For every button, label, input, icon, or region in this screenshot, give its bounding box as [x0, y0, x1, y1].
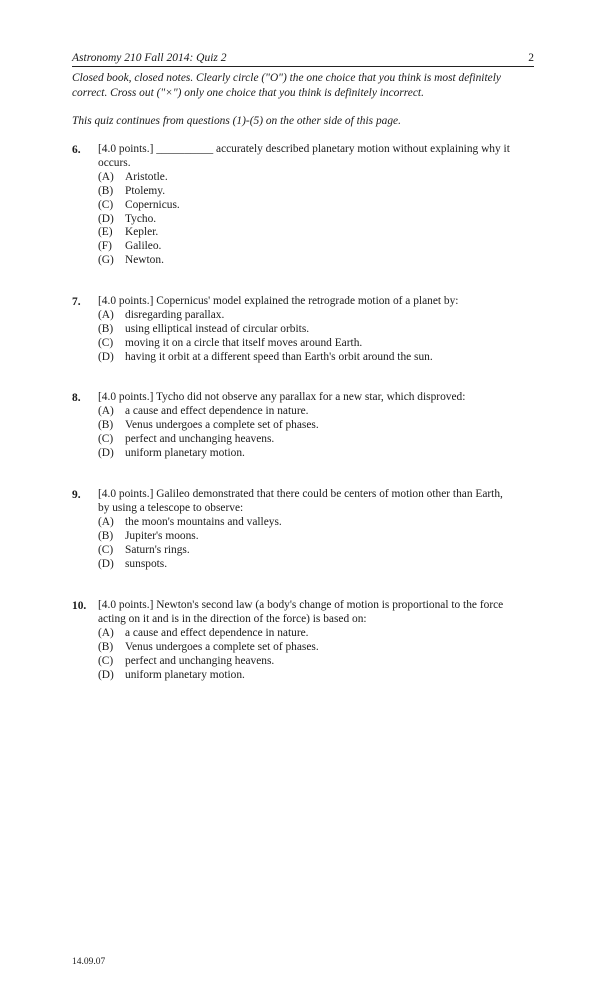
option-text: Saturn's rings.	[125, 543, 190, 556]
question-stem	[98, 391, 542, 405]
answer-options	[98, 309, 542, 365]
option-text: perfect and unchanging heavens.	[125, 654, 275, 667]
question-stem-line: [4.0 points.] Galileo demonstrated that there could be centers of motion other than Earth,	[98, 488, 503, 500]
option-letter: (A)	[98, 170, 114, 183]
document-title: Astronomy 210 Fall 2014: Quiz 2	[72, 52, 227, 64]
option-letter: (G)	[98, 254, 114, 267]
answer-option[interactable]	[98, 419, 542, 433]
option-letter: (B)	[98, 322, 114, 335]
answer-option[interactable]	[98, 309, 542, 323]
option-letter: (C)	[98, 654, 114, 667]
option-letter: (C)	[98, 543, 114, 556]
option-text: sunspots.	[125, 557, 168, 570]
option-letter: (B)	[98, 418, 114, 431]
option-letter: (D)	[98, 668, 114, 681]
answer-options	[98, 516, 542, 572]
question-stem-line: occurs.	[98, 156, 131, 169]
option-text: a cause and effect dependence in nature.	[125, 404, 309, 417]
option-text: the moon's mountains and valleys.	[125, 515, 282, 528]
answer-option[interactable]	[98, 530, 542, 544]
instructions	[72, 71, 542, 101]
answer-option[interactable]	[98, 185, 542, 199]
question-stem	[98, 143, 542, 171]
option-letter: (D)	[98, 350, 114, 363]
answer-option[interactable]	[98, 213, 542, 227]
option-text: Ptolemy.	[125, 184, 166, 197]
answer-option[interactable]	[98, 558, 542, 572]
answer-option[interactable]	[98, 669, 542, 683]
instructions-line: Closed book, closed notes. Clearly circle ("O") the one choice that you think is most definitely	[72, 72, 501, 84]
answer-option[interactable]	[98, 655, 542, 669]
answer-option[interactable]	[98, 337, 542, 351]
question-stem-line: [4.0 points.] Tycho did not observe any parallax for a new star, which disproved:	[98, 391, 466, 403]
answer-option[interactable]	[98, 351, 542, 365]
answer-options	[98, 405, 542, 461]
option-text: Newton.	[125, 254, 164, 267]
answer-option[interactable]	[98, 447, 542, 461]
option-letter: (C)	[98, 432, 114, 445]
question-7	[72, 295, 542, 365]
option-text: Galileo.	[125, 240, 162, 253]
option-letter: (B)	[98, 529, 114, 542]
answer-option[interactable]	[98, 516, 542, 530]
answer-option[interactable]	[98, 240, 542, 254]
question-number: 10.	[72, 600, 87, 612]
option-text: disregarding parallax.	[125, 308, 225, 321]
answer-option[interactable]	[98, 323, 542, 337]
option-text: Copernicus.	[125, 198, 180, 211]
option-text: Venus undergoes a complete set of phases.	[125, 418, 319, 431]
answer-option[interactable]	[98, 627, 542, 641]
option-letter: (B)	[98, 184, 114, 197]
option-text: uniform planetary motion.	[125, 668, 245, 681]
question-stem-line: [4.0 points.] __________ accurately described planetary motion without explaining why it	[98, 143, 510, 155]
option-letter: (E)	[98, 226, 113, 239]
option-letter: (D)	[98, 446, 114, 459]
question-number: 7.	[72, 296, 81, 308]
answer-options	[98, 171, 542, 268]
answer-option[interactable]	[98, 405, 542, 419]
question-number: 9.	[72, 489, 81, 501]
option-letter: (B)	[98, 640, 114, 653]
option-text: uniform planetary motion.	[125, 446, 245, 459]
question-stem-line: [4.0 points.] Newton's second law (a body's change of motion is proportional to the force	[98, 599, 504, 611]
option-text: Kepler.	[125, 226, 159, 239]
question-stem	[98, 295, 542, 309]
option-text: using elliptical instead of circular orbits.	[125, 322, 310, 335]
question-6	[72, 143, 542, 268]
question-stem	[98, 488, 542, 516]
answer-option[interactable]	[98, 433, 542, 447]
option-text: having it orbit at a different speed than Earth's orbit around the sun.	[125, 350, 433, 363]
page-number: 2	[528, 52, 534, 64]
question-stem-line: [4.0 points.] Copernicus' model explained the retrograde motion of a planet by:	[98, 295, 459, 307]
question-10	[72, 599, 542, 682]
question-stem-line: acting on it and is in the direction of the force) is based on:	[98, 612, 367, 625]
option-text: perfect and unchanging heavens.	[125, 432, 275, 445]
option-letter: (A)	[98, 626, 114, 639]
option-text: Venus undergoes a complete set of phases.	[125, 640, 319, 653]
option-text: Jupiter's moons.	[125, 529, 199, 542]
question-stem	[98, 599, 542, 627]
option-letter: (C)	[98, 336, 114, 349]
answer-option[interactable]	[98, 171, 542, 185]
answer-option[interactable]	[98, 199, 542, 213]
option-letter: (D)	[98, 212, 114, 225]
answer-option[interactable]	[98, 254, 542, 268]
continues-note: This quiz continues from questions (1)-(5) on the other side of this page.	[72, 115, 401, 127]
question-9	[72, 488, 542, 571]
answer-option[interactable]	[98, 544, 542, 558]
option-letter: (A)	[98, 404, 114, 417]
instructions-line: correct. Cross out ("×") only one choice that you think is definitely incorrect.	[72, 87, 424, 99]
question-8	[72, 391, 542, 461]
option-text: a cause and effect dependence in nature.	[125, 626, 309, 639]
page-header	[72, 51, 534, 67]
footer-date-code: 14.09.07	[72, 957, 106, 967]
option-letter: (A)	[98, 515, 114, 528]
option-letter: (A)	[98, 308, 114, 321]
option-text: Tycho.	[125, 212, 157, 225]
answer-option[interactable]	[98, 641, 542, 655]
question-number: 8.	[72, 392, 81, 404]
option-letter: (F)	[98, 240, 112, 253]
answer-option[interactable]	[98, 226, 542, 240]
answer-options	[98, 627, 542, 683]
question-stem-line: by using a telescope to observe:	[98, 501, 244, 514]
option-letter: (C)	[98, 198, 114, 211]
option-text: moving it on a circle that itself moves around Earth.	[125, 336, 363, 349]
option-text: Aristotle.	[125, 170, 168, 183]
question-number: 6.	[72, 144, 81, 156]
option-letter: (D)	[98, 557, 114, 570]
